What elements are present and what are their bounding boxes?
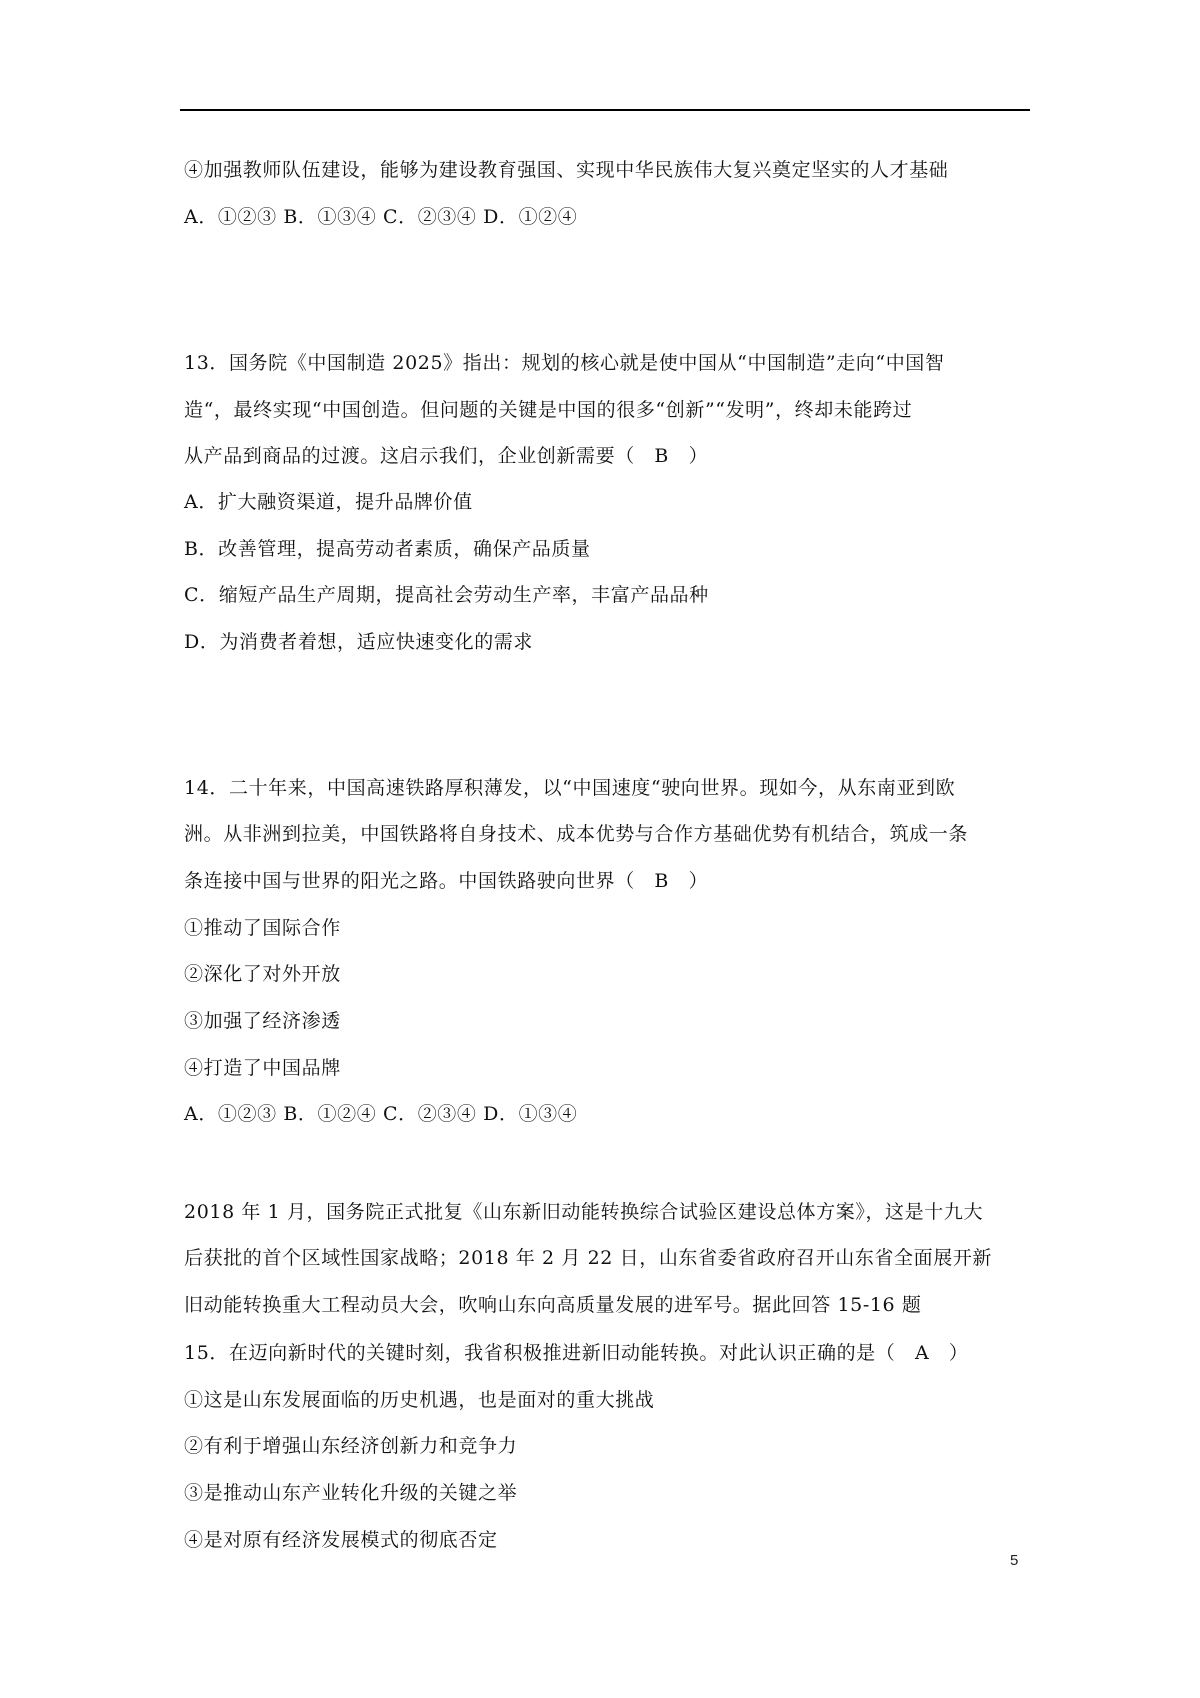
q13-stem-line-2: 造“，最终实现“中国创造。但问题的关键是中国的很多“创新”“发明”，终却未能跨过 [184, 399, 913, 421]
q14-item-2: ②深化了对外开放 [184, 963, 341, 985]
q12-options: A．①②③ B．①③④ C．②③④ D．①②④ [184, 206, 578, 228]
q14-stem-line-3: 条连接中国与世界的阳光之路。中国铁路驶向世界（ B ） [184, 870, 709, 892]
q15-item-1: ①这是山东发展面临的历史机遇，也是面对的重大挑战 [184, 1389, 655, 1411]
q15-item-4: ④是对原有经济发展模式的彻底否定 [184, 1529, 498, 1551]
passage-line-3: 旧动能转换重大工程动员大会，吹响山东向高质量发展的进军号。据此回答 15-16 题 [184, 1294, 922, 1316]
q13-stem-line-1: 13．国务院《中国制造 2025》指出：规划的核心就是使中国从“中国制造”走向“中国智 [184, 352, 945, 374]
page-number: 5 [1010, 1552, 1019, 1569]
q15-item-3: ③是推动山东产业转化升级的关键之举 [184, 1482, 518, 1504]
passage-line-1: 2018 年 1 月，国务院正式批复《山东新旧动能转换综合试验区建设总体方案》，这是十九大 [184, 1201, 984, 1223]
q13-option-d: D．为消费者着想，适应快速变化的需求 [184, 631, 534, 653]
q14-stem-line-2: 洲。从非洲到拉美，中国铁路将自身技术、成本优势与合作方基础优势有机结合，筑成一条 [184, 823, 969, 845]
header-rule [180, 109, 1030, 111]
q13-stem-line-3: 从产品到商品的过渡。这启示我们，企业创新需要（ B ） [184, 445, 709, 467]
q14-item-3: ③加强了经济渗透 [184, 1010, 341, 1032]
q14-item-4: ④打造了中国品牌 [184, 1057, 341, 1079]
q13-option-c: C．缩短产品生产周期，提高社会劳动生产率，丰富产品品种 [184, 584, 709, 606]
passage-line-2: 后获批的首个区域性国家战略；2018 年 2 月 22 日，山东省委省政府召开山东省全面展开新 [184, 1247, 993, 1269]
q14-options: A．①②③ B．①②④ C．②③④ D．①③④ [184, 1103, 578, 1125]
q14-stem-line-1: 14．二十年来，中国高速铁路厚积薄发，以“中国速度“驶向世界。现如今，从东南亚到欧 [184, 777, 956, 799]
q13-option-b: B．改善管理，提高劳动者素质，确保产品质量 [184, 538, 591, 560]
q14-item-1: ①推动了国际合作 [184, 917, 341, 939]
q12-item-4: ④加强教师队伍建设，能够为建设教育强国、实现中华民族伟大复兴奠定坚实的人才基础 [184, 159, 949, 181]
q15-stem: 15．在迈向新时代的关键时刻，我省积极推进新旧动能转换。对此认识正确的是（ A ） [184, 1342, 969, 1364]
q13-option-a: A．扩大融资渠道，提升品牌价值 [184, 491, 473, 513]
q15-item-2: ②有利于增强山东经济创新力和竞争力 [184, 1435, 518, 1457]
